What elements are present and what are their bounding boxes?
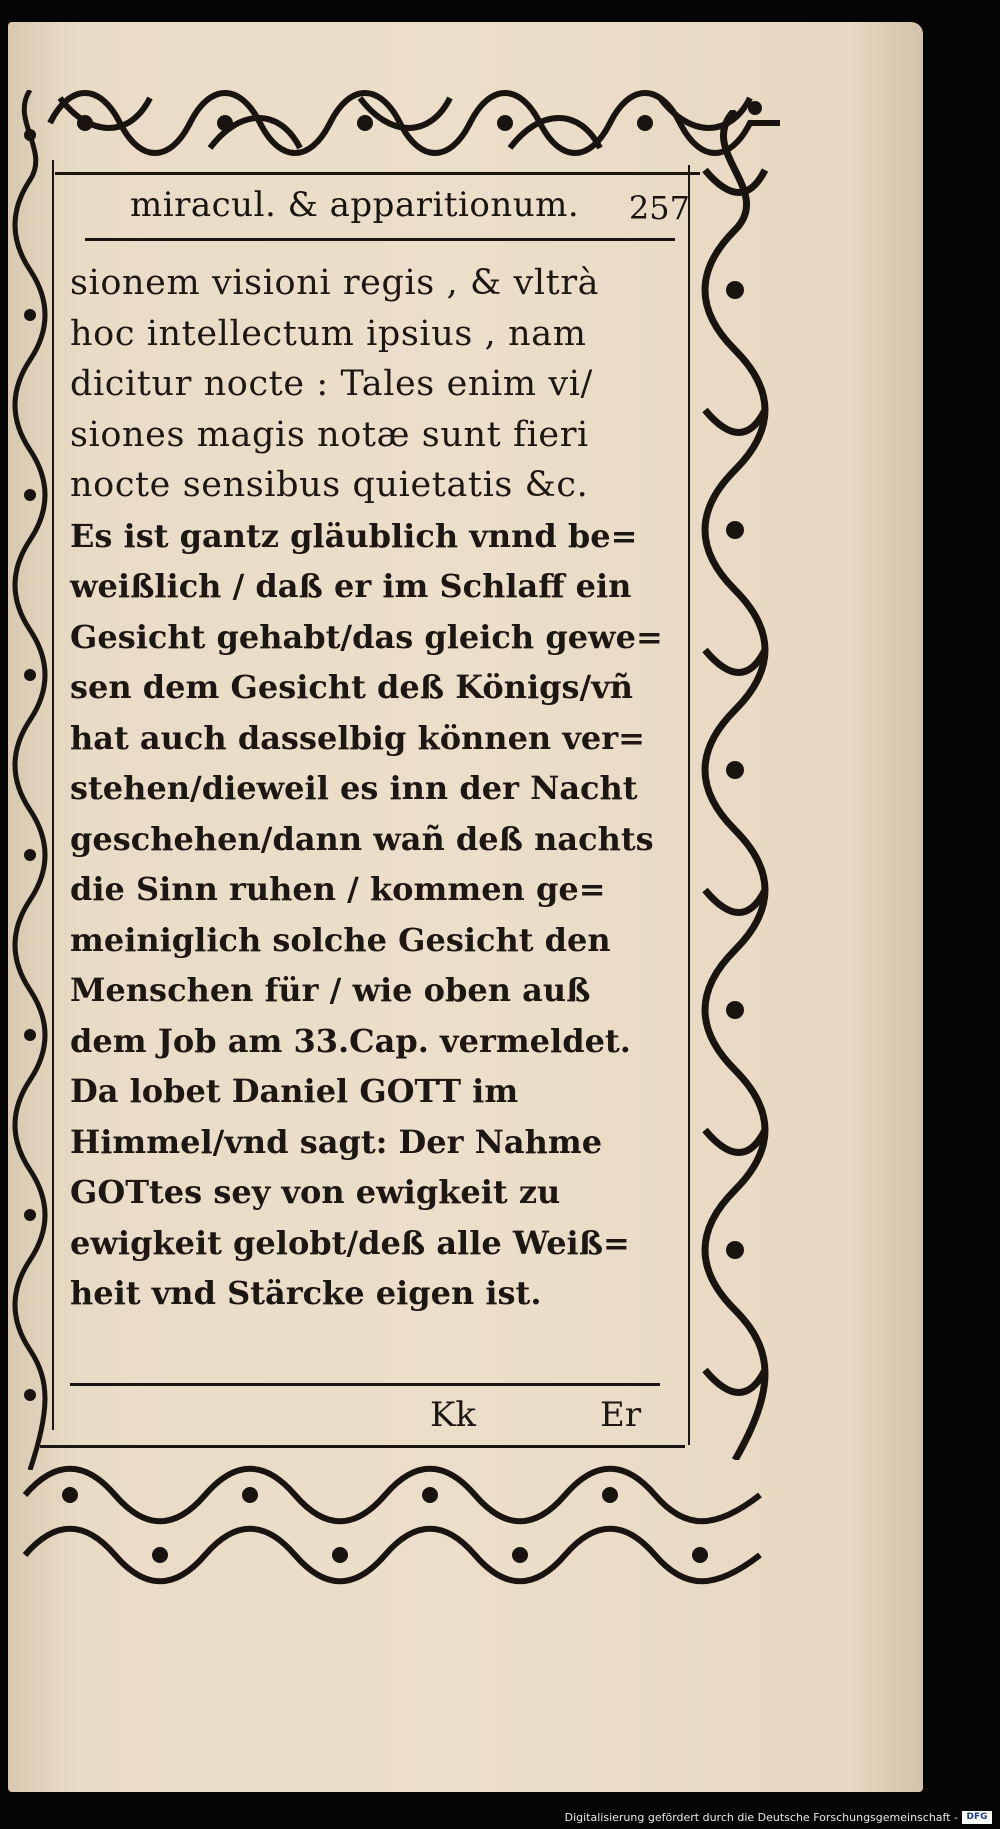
left-ornamental-border [10, 90, 50, 1470]
running-header [130, 185, 690, 233]
frame-rule-top [55, 172, 700, 175]
header-rule [85, 238, 675, 241]
text-line: sen dem Gesicht deß Königs/vñ [70, 668, 634, 706]
text-line: dem Job am 33.Cap. vermeldet. [70, 1021, 631, 1060]
text-line: nocte sensibus quietatis &c. [70, 465, 589, 505]
text-line: dicitur nocte : Tales enim vi/ [70, 364, 593, 404]
text-line: geschehen/dann wañ deß nachts [70, 819, 654, 858]
text-line: Da lobet Daniel GOTT im [70, 1072, 519, 1110]
text-line: stehen/dieweil es inn der Nacht [70, 769, 638, 807]
text-line: Menschen für / wie oben auß [70, 971, 591, 1009]
frame-rule-bottom [40, 1445, 685, 1448]
text-line: Gesicht gehabt/das gleich gewe= [70, 617, 663, 656]
text-line: Es ist gantz gläublich vnnd be= [70, 516, 638, 555]
footer-rule [70, 1383, 660, 1386]
catchword: Er [600, 1395, 642, 1435]
signature-mark: Kk [430, 1395, 477, 1435]
body-text [70, 258, 680, 1319]
frame-rule-left [52, 160, 54, 1430]
text-line: siones magis notæ sunt fieri [70, 414, 589, 455]
text-line: ewigkeit gelobt/deß alle Weiß= [70, 1223, 630, 1262]
footer-bar [0, 1808, 1000, 1829]
text-line: heit vnd Stärcke eigen ist. [70, 1274, 542, 1312]
right-ornamental-border [690, 110, 780, 1460]
text-line: sionem visioni regis , & vltrà [70, 263, 600, 303]
top-ornamental-border [40, 78, 790, 168]
text-line: hat auch dasselbig können ver= [70, 718, 645, 757]
text-line: die Sinn ruhen / kommen ge= [70, 870, 606, 908]
header-title: miracul. & apparitionum. [130, 185, 580, 225]
text-line: meiniglich solche Gesicht den [70, 920, 611, 959]
text-line: weißlich / daß er im Schlaff ein [70, 567, 632, 605]
frame-rule-right [688, 165, 690, 1445]
text-line: GOTtes sey von ewigkeit zu [70, 1173, 561, 1211]
text-line: Himmel/vnd sagt: Der Nahme [70, 1122, 603, 1161]
footer-credit: Digitalisierung gefördert durch die Deutsche Forschungsgemeinschaft - [564, 1811, 958, 1824]
bottom-ornamental-border [15, 1455, 770, 1595]
dfg-logo: DFG [962, 1811, 992, 1824]
text-line: hoc intellectum ipsius , nam [70, 313, 587, 354]
page-number: 257 [628, 189, 690, 227]
